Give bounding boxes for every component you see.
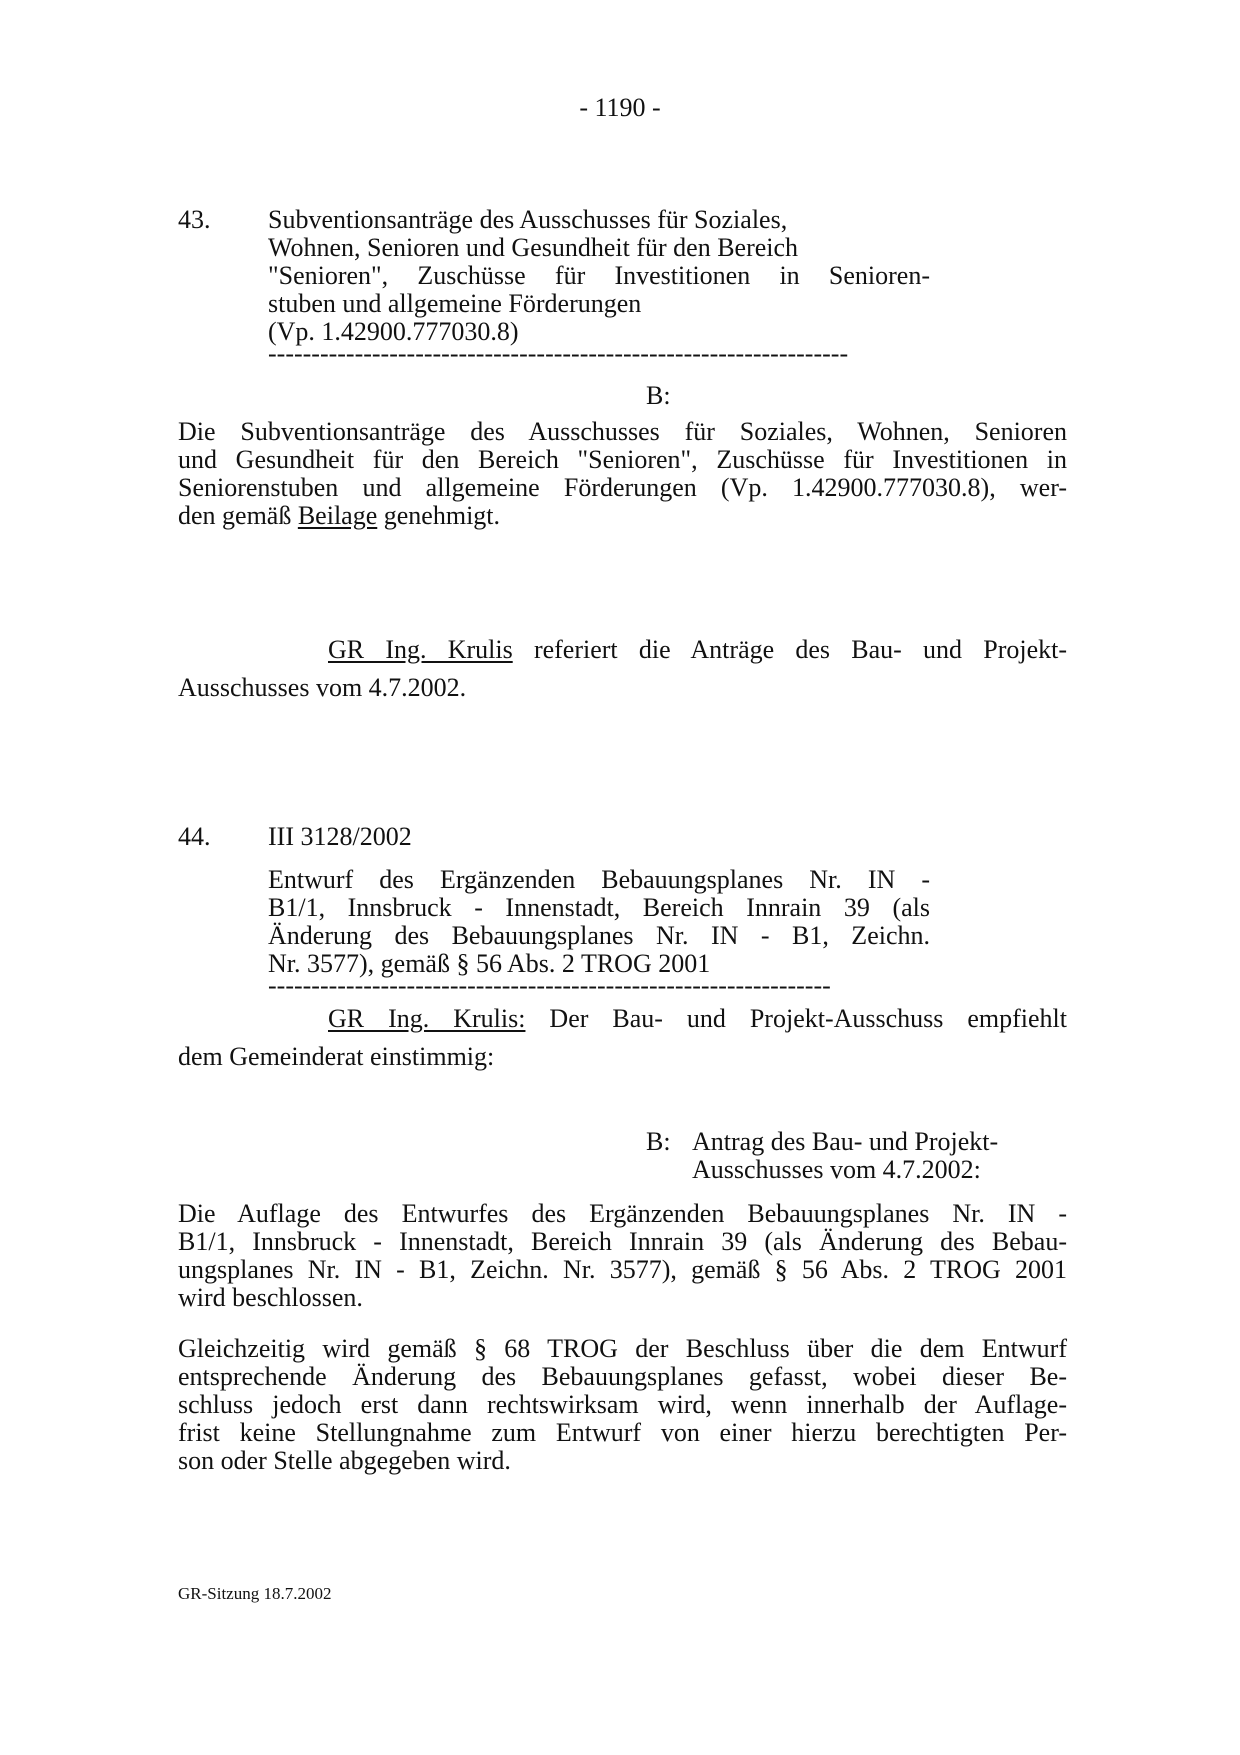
item-title-line: stuben und allgemeine Förderungen xyxy=(268,289,642,318)
antrag-text xyxy=(692,1128,1052,1184)
resolution-line: B1/1, Innsbruck - Innenstadt, Bereich Innrain 39 (als Änderung des Bebau- xyxy=(178,1227,1067,1256)
resolution-text xyxy=(178,1335,1067,1475)
resolution-line: schluss jedoch erst dann rechtswirksam wird, wenn innerhalb der Auflage- xyxy=(178,1390,1067,1419)
resolution-line: frist keine Stellungnahme zum Entwurf von einer hierzu berechtigten Per- xyxy=(178,1418,1067,1447)
item-title-line: Änderung des Bebauungsplanes Nr. IN - B1, Zeichn. xyxy=(268,921,930,950)
item-title-line: Subventionsanträge des Ausschusses für Soziales, xyxy=(268,205,788,234)
resolution-line: wird beschlossen. xyxy=(178,1283,363,1312)
item-title-line: B1/1, Innsbruck - Innenstadt, Bereich Innrain 39 (als xyxy=(268,893,930,922)
resolution-text xyxy=(178,1200,1067,1312)
agenda-item-43 xyxy=(178,206,1078,366)
speaker-line xyxy=(178,1005,1067,1033)
item-number: 43. xyxy=(178,205,211,234)
item-title-line: Entwurf des Ergänzenden Bebauungsplanes Nr. IN - xyxy=(268,865,930,894)
resolution-line: ungsplanes Nr. IN - B1, Zeichn. Nr. 3577), gemäß § 56 Abs. 2 TROG 2001 xyxy=(178,1255,1067,1284)
speaker-paragraph xyxy=(178,1005,1067,1071)
speaker-line xyxy=(178,636,1067,664)
speaker-text: referiert die Anträge des Bau- und Projekt- xyxy=(512,635,1067,664)
item-title xyxy=(268,206,930,368)
item-reference: III 3128/2002 xyxy=(268,822,412,851)
resolution-line-end: genehmigt. xyxy=(377,501,501,530)
resolution-line: entsprechende Änderung des Bebauungsplanes gefasst, wobei dieser Be- xyxy=(178,1362,1067,1391)
speaker-name: GR Ing. Krulis xyxy=(328,635,513,664)
antrag-line: Ausschusses vom 4.7.2002: xyxy=(692,1155,981,1184)
resolution-line: Seniorenstuben und allgemeine Förderungen (Vp. 1.42900.777030.8), wer- xyxy=(178,473,1067,502)
item-title-line: (Vp. 1.42900.777030.8) xyxy=(268,317,519,346)
resolution-line xyxy=(178,502,1067,530)
page-number: - 1190 - xyxy=(579,93,661,122)
resolution-line-start: den gemäß xyxy=(178,501,298,530)
resolution-line: und Gesundheit für den Bereich "Senioren", Zuschüsse für Investitionen in xyxy=(178,445,1067,474)
beilage-link[interactable]: Beilage xyxy=(297,501,378,530)
resolution-label: B: xyxy=(646,1127,671,1156)
speaker-paragraph xyxy=(178,636,1067,702)
resolution-text xyxy=(178,418,1067,530)
item-title-line: Nr. 3577), gemäß § 56 Abs. 2 TROG 2001 xyxy=(268,949,711,978)
resolution-line: son oder Stelle abgegeben wird. xyxy=(178,1446,511,1475)
item-title xyxy=(268,866,930,1000)
item-title-line: Wohnen, Senioren und Gesundheit für den Bereich xyxy=(268,233,799,262)
resolution-line: Gleichzeitig wird gemäß § 68 TROG der Beschluss über die dem Entwurf xyxy=(178,1334,1067,1363)
speaker-text: Der Bau- und Projekt-Ausschuss empfiehlt xyxy=(525,1004,1068,1033)
footer: GR-Sitzung 18.7.2002 xyxy=(178,1584,332,1603)
agenda-item-44 xyxy=(178,823,1078,1003)
speaker-line-continued: dem Gemeinderat einstimmig: xyxy=(178,1042,495,1071)
separator-rule: ----------------------------------------------------------------- xyxy=(268,972,831,1000)
item-title-line: "Senioren", Zuschüsse für Investitionen in Senioren- xyxy=(268,261,930,290)
resolution-line: Die Auflage des Entwurfes des Ergänzenden Bebauungsplanes Nr. IN - xyxy=(178,1199,1067,1228)
resolution-line: Die Subventionsanträge des Ausschusses für Soziales, Wohnen, Senioren xyxy=(178,417,1067,446)
speaker-name: GR Ing. Krulis: xyxy=(328,1004,526,1033)
antrag-line: Antrag des Bau- und Projekt- xyxy=(692,1127,999,1156)
speaker-line-continued: Ausschusses vom 4.7.2002. xyxy=(178,673,467,702)
separator-rule: ------------------------------------------------------------------- xyxy=(268,340,849,368)
item-number: 44. xyxy=(178,822,211,851)
resolution-label: B: xyxy=(646,381,671,410)
